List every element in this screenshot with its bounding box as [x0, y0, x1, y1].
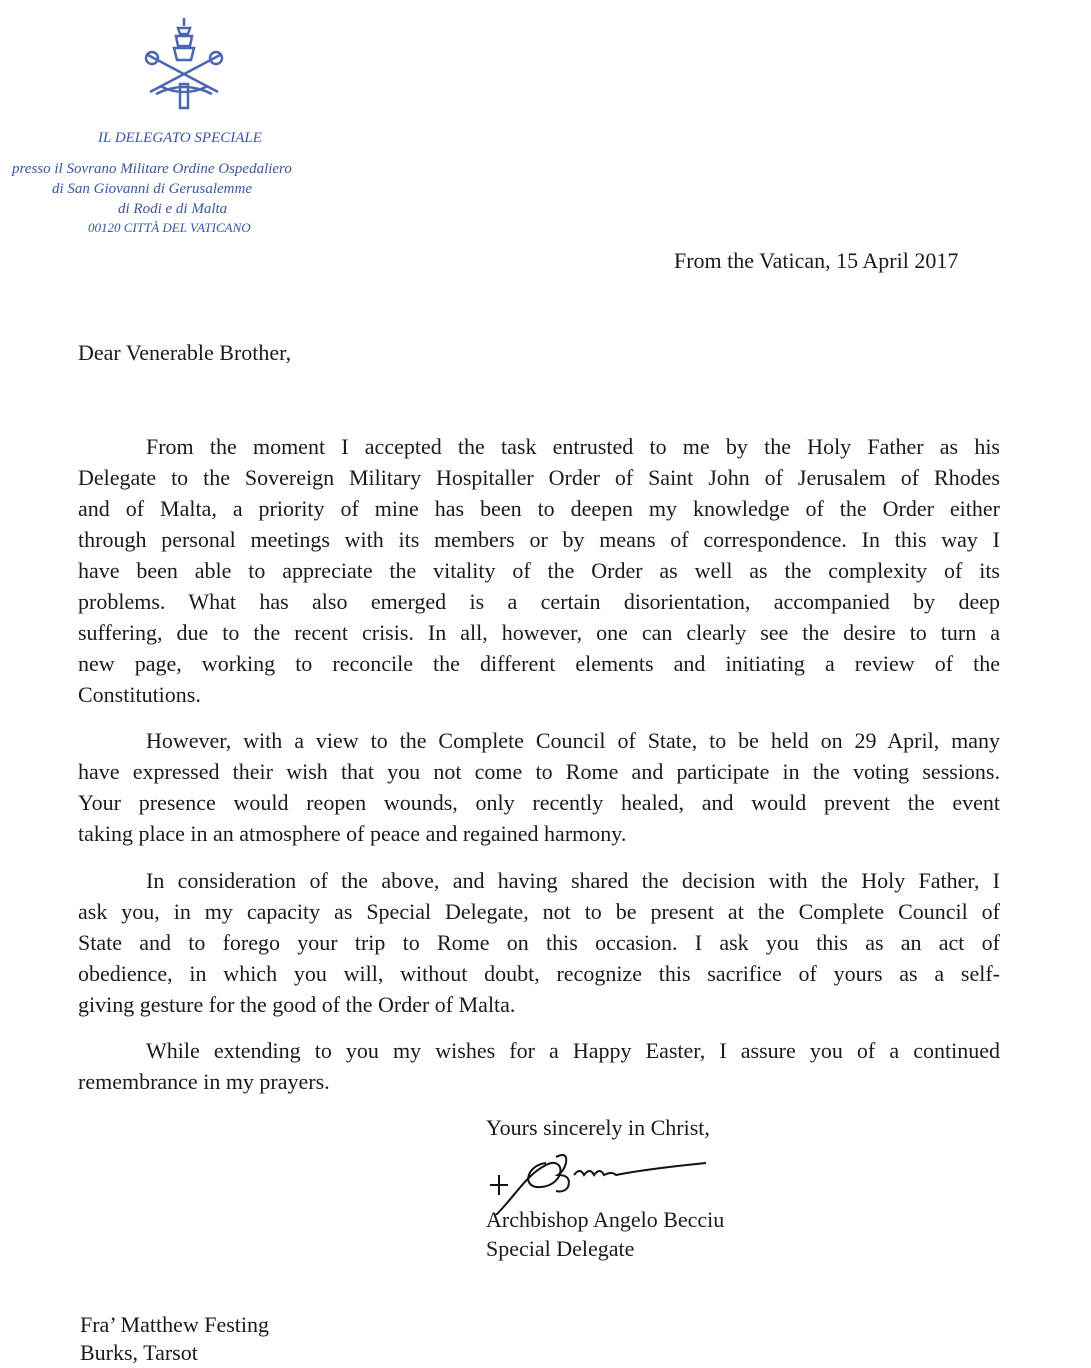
- handwritten-signature: [486, 1145, 726, 1215]
- paragraph-line: giving gesture for the good of the Order of Malta.: [78, 992, 516, 1017]
- letterhead-line: 00120 CITTÀ DEL VATICANO: [88, 220, 251, 235]
- paragraph: [78, 431, 1000, 710]
- paragraph-line: taking place in an atmosphere of peace and regained harmony.: [78, 821, 627, 846]
- letterhead-line: di Rodi e di Malta: [118, 201, 228, 217]
- paragraph-line: have been able to appreciate the vitality of the Order as well as the complexity of its: [78, 558, 1000, 583]
- signature-title: Special Delegate: [486, 1236, 635, 1261]
- recipient-name: Fra’ Matthew Festing: [80, 1312, 270, 1337]
- paragraph-line: Your presence would reopen wounds, only recently healed, and would prevent the event: [78, 790, 1000, 815]
- letterhead-line: presso il Sovrano Militare Ordine Ospedaliero: [12, 161, 292, 177]
- paragraph-line: through personal meetings with its members or by means of correspondence. In this way I: [78, 527, 1000, 552]
- paragraph-line: Constitutions.: [78, 682, 201, 707]
- paragraph-line: From the moment I accepted the task entrusted to me by the Holy Father as his: [146, 434, 1000, 459]
- paragraph-line: remembrance in my prayers.: [78, 1069, 330, 1094]
- salutation: Dear Venerable Brother,: [78, 340, 292, 365]
- paragraph-line: problems. What has also emerged is a certain disorientation, accompanied by deep: [78, 589, 1000, 614]
- closing: Yours sincerely in Christ,: [486, 1115, 710, 1140]
- paragraph-line: obedience, in which you will, without doubt, recognize this sacrifice of yours as a self-: [78, 961, 1000, 986]
- coat-of-arms-emblem: [140, 14, 228, 114]
- date-line: From the Vatican, 15 April 2017: [674, 248, 959, 273]
- recipient-address: Burks, Tarsot: [80, 1340, 198, 1365]
- paragraph-line: suffering, due to the recent crisis. In all, however, one can clearly see the desire to turn a: [78, 620, 1000, 645]
- paragraph: [78, 1035, 1000, 1097]
- paragraph-line: Delegate to the Sovereign Military Hospitaller Order of Saint John of Jerusalem of Rhodes: [78, 465, 1000, 490]
- paragraph-line: However, with a view to the Complete Council of State, to be held on 29 April, many: [146, 728, 1000, 753]
- paragraph-line: ask you, in my capacity as Special Delegate, not to be present at the Complete Council of: [78, 899, 1000, 924]
- paragraph-line: and of Malta, a priority of mine has been to deepen my knowledge of the Order either: [78, 496, 1000, 521]
- paragraph: [78, 865, 1000, 1020]
- paragraph-line: have expressed their wish that you not come to Rome and participate in the voting sessions.: [78, 759, 1000, 784]
- letterhead-title: IL DELEGATO SPECIALE: [98, 130, 262, 146]
- paragraph: [78, 725, 1000, 849]
- paragraph-line: In consideration of the above, and having shared the decision with the Holy Father, I: [146, 868, 1000, 893]
- paragraph-line: State and to forego your trip to Rome on this occasion. I ask you this as an act of: [78, 930, 1000, 955]
- paragraph-line: new page, working to reconcile the different elements and initiating a review of the: [78, 651, 1000, 676]
- paragraph-line: While extending to you my wishes for a Happy Easter, I assure you of a continued: [146, 1038, 1000, 1063]
- signature-name: Archbishop Angelo Becciu: [486, 1207, 725, 1232]
- letterhead-line: di San Giovanni di Gerusalemme: [52, 181, 252, 197]
